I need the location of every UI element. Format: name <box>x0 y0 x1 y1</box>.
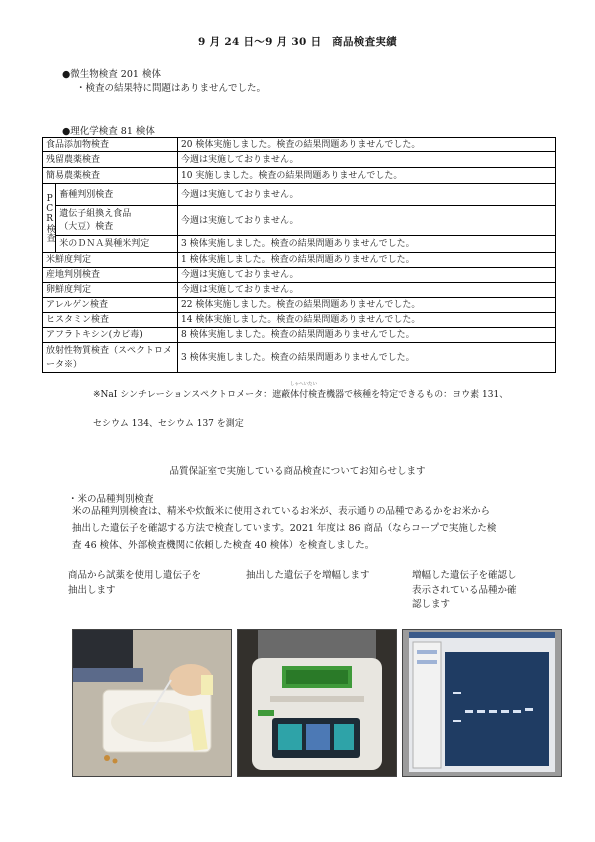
micro-result: ・検査の結果特に問題はありませんでした。 <box>76 83 267 94</box>
item-cell: 米鮮度判定 <box>43 253 178 268</box>
table-row <box>43 298 556 313</box>
result-cell: 今週は実施しておりません。 <box>178 268 556 283</box>
item-cell: 遺伝子組換え食品 （大豆）検査 <box>56 206 178 236</box>
item-cell: 残留農薬検査 <box>43 152 178 168</box>
micro-heading: ●微生物検査 201 検体 <box>62 69 161 80</box>
table-row <box>43 253 556 268</box>
pcr-label: PCR検査 <box>43 184 56 253</box>
item-cell: 簡易農薬検査 <box>43 168 178 184</box>
physchem-heading: ●理化学検査 81 検体 <box>62 126 155 137</box>
item-cell: 卵鮮度判定 <box>43 283 178 298</box>
step-1 <box>68 569 238 598</box>
step-1-line1: 商品から試薬を使用し遺伝子を <box>68 570 202 581</box>
item-cell: 産地判別検査 <box>43 268 178 283</box>
table-row <box>43 343 556 373</box>
footnote-line1: ※NaI シンチレーションスペクトロメータ：遮蔽体付検査機器で核種を特定できるもの：ヨウ素 131、 <box>93 390 509 400</box>
result-cell: 20 検体実施しました。検査の結果問題ありませんでした。 <box>178 138 556 152</box>
item-cell: 米のＤＮＡ異種米判定 <box>56 236 178 253</box>
notice-heading: 品質保証室で実施している商品検査についてお知らせします <box>169 466 426 477</box>
item-cell: 畜種判別検査 <box>56 184 178 206</box>
result-cell: 今週は実施しておりません。 <box>178 206 556 236</box>
table-row <box>43 283 556 298</box>
sample-extraction-photo <box>72 629 232 777</box>
results-table <box>42 137 556 373</box>
item-cell: 放射性物質検査（スペクトロメータ※） <box>43 343 178 373</box>
result-cell: 今週は実施しておりません。 <box>178 152 556 168</box>
step-3-line1: 増幅した遺伝子を確認し <box>412 570 517 581</box>
result-cell: 10 実施しました。検査の結果問題ありませんでした。 <box>178 168 556 184</box>
rice-text-line2: 抽出した遺伝子を確認する方法で検査しています。2021 年度は 86 商品（ならコープで実施した検 <box>72 523 497 534</box>
gel-image-illustration <box>403 630 561 776</box>
item-cell: アフラトキシン(カビ毒) <box>43 328 178 343</box>
rice-text-line1: 米の品種判別検査は、精米や炊飯米に使用されているお米が、表示通りの品種であるかをお米から <box>72 506 491 517</box>
step-3 <box>412 569 552 613</box>
result-cell: 今週は実施しておりません。 <box>178 283 556 298</box>
footnote-line2: セシウム 134、セシウム 137 を測定 <box>93 419 244 429</box>
result-cell: 3 検体実施しました。検査の結果問題ありませんでした。 <box>178 343 556 373</box>
table-row <box>43 268 556 283</box>
result-cell: 3 検体実施しました。検査の結果問題ありませんでした。 <box>178 236 556 253</box>
item-cell: アレルゲン検査 <box>43 298 178 313</box>
step-1-line2: 抽出します <box>68 584 116 596</box>
step-3-line3: 認します <box>412 599 451 610</box>
step-2 <box>246 569 406 584</box>
rice-text-line3: 査 46 検体、外部検査機関に依頼した検査 40 検体）を検査しました。 <box>72 540 375 551</box>
table-row <box>43 236 556 253</box>
thermal-cycler-illustration <box>238 630 396 776</box>
page-title: 9 月 24 日～9 月 30 日 商品検査実績 <box>198 36 397 48</box>
table-row <box>43 138 556 152</box>
table-row <box>43 184 556 206</box>
result-cell: 1 検体実施しました。検査の結果問題ありませんでした。 <box>178 253 556 268</box>
table-row <box>43 152 556 168</box>
result-cell: 8 検体実施しました。検査の結果問題ありませんでした。 <box>178 328 556 343</box>
result-cell: 14 検体実施しました。検査の結果問題ありませんでした。 <box>178 313 556 328</box>
gel-result-photo <box>402 629 562 777</box>
item-cell: ヒスタミン検査 <box>43 313 178 328</box>
ruby-annotation: しゃへいたい <box>290 382 317 387</box>
table-row <box>43 313 556 328</box>
rice-heading: ・米の品種判別検査 <box>68 494 154 505</box>
step-3-line2: 表示されている品種か確 <box>412 584 517 596</box>
table-row <box>43 206 556 236</box>
sample-extraction-illustration <box>73 630 231 776</box>
result-cell: 22 検体実施しました。検査の結果問題ありませんでした。 <box>178 298 556 313</box>
pcr-device-photo <box>237 629 397 777</box>
step-2-line1: 抽出した遺伝子を増幅します <box>246 570 370 581</box>
table-row <box>43 328 556 343</box>
table-row <box>43 168 556 184</box>
item-cell: 食品添加物検査 <box>43 138 178 152</box>
result-cell: 今週は実施しておりません。 <box>178 184 556 206</box>
